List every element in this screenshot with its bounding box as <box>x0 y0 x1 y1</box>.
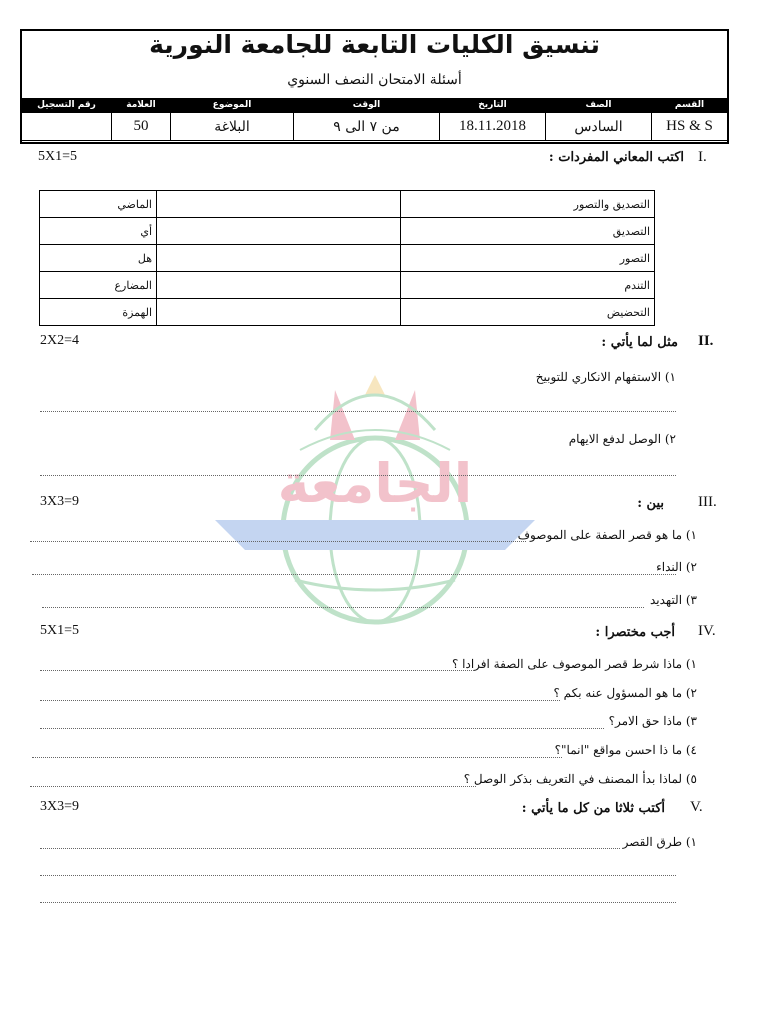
answer-line[interactable] <box>40 700 560 701</box>
answer-line[interactable] <box>40 875 676 876</box>
val-marks: 50 <box>112 113 171 141</box>
vocab-word: التصديق <box>401 218 655 245</box>
val-subject: البلاغة <box>171 113 294 141</box>
question-5-1: ١) طرق القصر <box>622 835 697 849</box>
vocab-blank[interactable] <box>157 299 401 326</box>
watermark-text: الجامعة <box>277 452 473 515</box>
section-1-score: 5X1=5 <box>38 149 78 164</box>
question-4-4: ٤) ما ذا احسن مواقع "انما"؟ <box>554 743 697 757</box>
answer-line[interactable] <box>32 574 676 575</box>
vocab-match: الهمزة <box>40 299 157 326</box>
question-2-1: ١) الاستفهام الانكاري للتوبيخ <box>535 370 676 384</box>
vocab-blank[interactable] <box>157 245 401 272</box>
question-4-1: ١) ماذا شرط قصر الموصوف على الصفة افرادا ؟ <box>451 657 697 671</box>
answer-line[interactable] <box>40 848 620 849</box>
val-reg-number[interactable] <box>22 113 112 141</box>
exam-subtitle: أسئلة الامتحان النصف السنوي <box>287 72 462 88</box>
val-department: HS & S <box>652 113 728 141</box>
answer-line[interactable] <box>40 411 676 412</box>
section-5-number: V. <box>690 799 703 815</box>
table-row <box>40 191 655 218</box>
question-4-3: ٣) ماذا حق الامر؟ <box>608 714 697 728</box>
section-2-number: II. <box>698 333 714 349</box>
section-3-number: III. <box>698 494 717 510</box>
vocab-match: المضارع <box>40 272 157 299</box>
col-date: التاريخ <box>440 98 546 113</box>
answer-line[interactable] <box>42 607 644 608</box>
col-reg-number: رقم التسجيل <box>22 98 112 113</box>
col-marks: العلامة <box>112 98 171 113</box>
answer-line[interactable] <box>30 786 476 787</box>
section-4-score: 5X1=5 <box>40 623 80 638</box>
exam-title: تنسيق الكليات التابعة للجامعة النورية <box>149 30 600 59</box>
answer-line[interactable] <box>40 670 474 671</box>
table-row <box>40 218 655 245</box>
vocab-match: الماضي <box>40 191 157 218</box>
answer-line[interactable] <box>40 475 676 476</box>
table-row <box>40 245 655 272</box>
question-3-3: ٣) التهديد <box>649 593 697 607</box>
vocab-word: التصور <box>401 245 655 272</box>
question-3-2: ٢) النداء <box>656 560 697 574</box>
col-subject: الموضوع <box>171 98 294 113</box>
section-5-score: 3X3=9 <box>40 799 80 814</box>
question-4-5: ٥) لماذا بدأ المصنف في التعريف بذكر الوصل ؟ <box>463 772 697 786</box>
vocab-word: التحضيض <box>401 299 655 326</box>
vocab-match: هل <box>40 245 157 272</box>
section-4-number: IV. <box>698 623 716 639</box>
question-4-2: ٢) ما هو المسؤول عنه بكم ؟ <box>553 686 697 700</box>
answer-line[interactable] <box>40 728 604 729</box>
vocab-blank[interactable] <box>157 218 401 245</box>
vocab-match: أي <box>40 218 157 245</box>
section-1-number: I. <box>698 149 707 165</box>
section-5-title: أكتب ثلاثا من كل ما يأتي : <box>521 801 665 816</box>
section-2-score: 2X2=4 <box>40 333 80 348</box>
section-4-title: أجب مختصرا : <box>595 625 675 640</box>
exam-info-table <box>21 98 728 141</box>
table-row <box>40 272 655 299</box>
vocab-table <box>39 190 655 326</box>
val-time: من ٧ الى ٩ <box>294 113 440 141</box>
question-2-2: ٢) الوصل لدفع الايهام <box>568 432 676 446</box>
answer-line[interactable] <box>40 902 676 903</box>
section-1-title: اكتب المعاني المفردات : <box>548 150 684 165</box>
vocab-blank[interactable] <box>157 272 401 299</box>
section-3-title: بين : <box>637 496 664 511</box>
section-3-score: 3X3=9 <box>40 494 80 509</box>
col-department: القسم <box>652 98 728 113</box>
section-2-title: مثل لما يأتي : <box>601 335 678 350</box>
answer-line[interactable] <box>30 541 526 542</box>
col-time: الوقت <box>294 98 440 113</box>
vocab-word: التندم <box>401 272 655 299</box>
val-date: 18.11.2018 <box>440 113 546 141</box>
vocab-blank[interactable] <box>157 191 401 218</box>
col-class: الصف <box>546 98 652 113</box>
answer-line[interactable] <box>32 757 562 758</box>
table-row <box>40 299 655 326</box>
question-3-1: ١) ما هو قصر الصفة على الموصوف <box>517 528 697 542</box>
vocab-word: التصديق والتصور <box>401 191 655 218</box>
val-class: السادس <box>546 113 652 141</box>
